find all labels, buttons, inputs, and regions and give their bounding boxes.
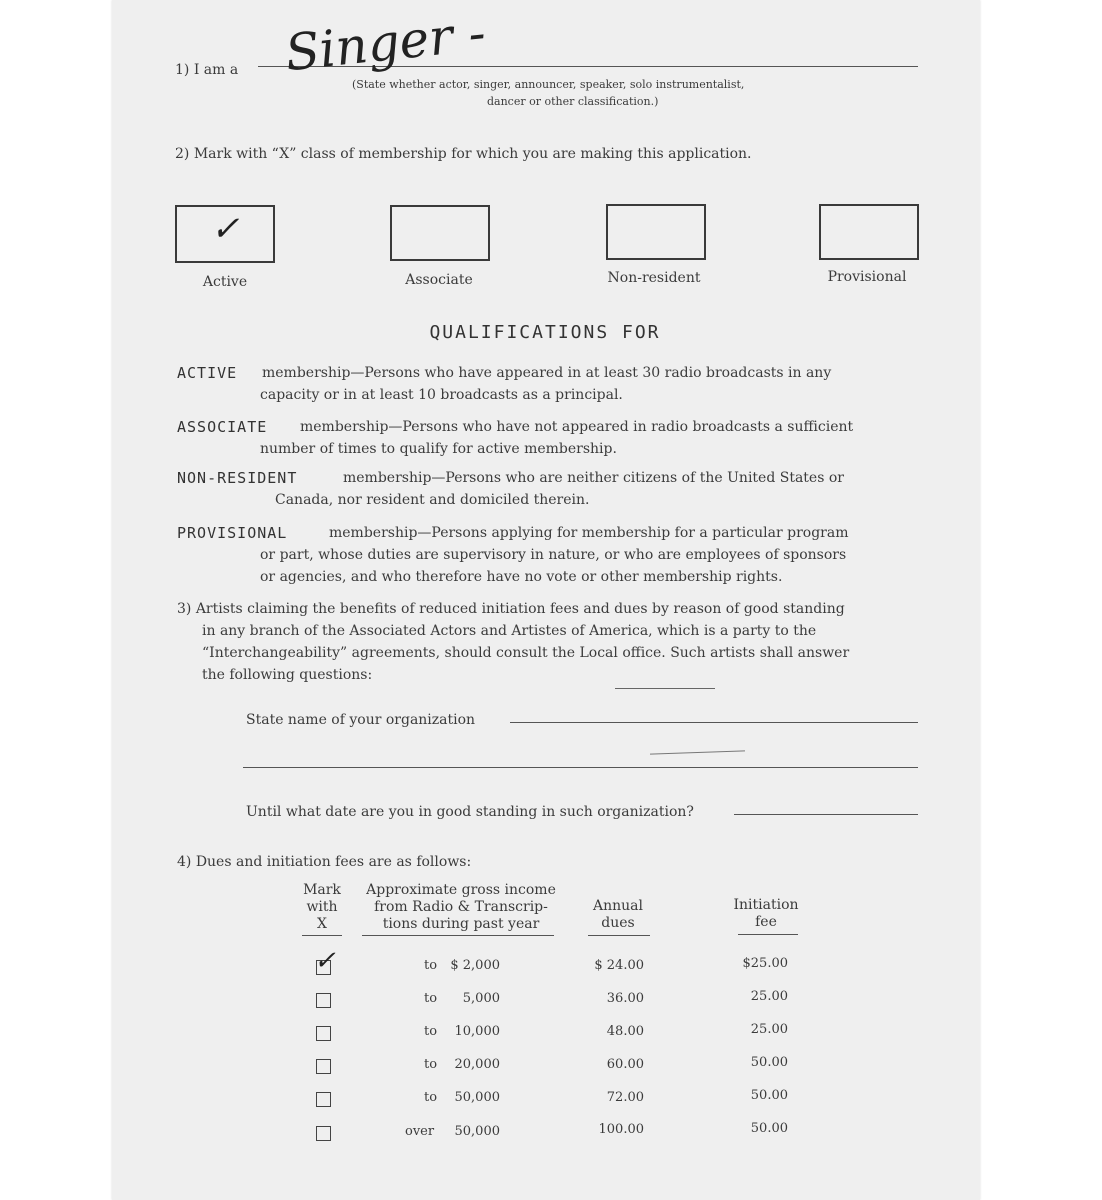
row-income: 20,000 <box>454 1057 500 1072</box>
provisional-desc-line3: or agencies, and who therefore have no vote or other membership rights. <box>260 569 783 585</box>
row-fee: 50.00 <box>750 1121 788 1136</box>
row-checkbox-10000[interactable] <box>316 1026 331 1041</box>
q3-date-line[interactable] <box>734 814 918 815</box>
col-header-income <box>354 882 568 933</box>
provisional-desc-line1: membership—Persons applying for membership for a particular program <box>329 525 849 541</box>
checkmark-icon: ✓ <box>211 209 240 249</box>
header-mark-line2: with <box>306 899 338 915</box>
non-resident-desc-line2: Canada, nor resident and domiciled therein. <box>275 492 590 508</box>
header-fee-line1: Initiation <box>733 897 799 913</box>
row-checkbox-20000[interactable] <box>316 1059 331 1074</box>
row-income: 50,000 <box>454 1090 500 1105</box>
header-dues-line2: dues <box>601 915 635 931</box>
row-prefix: to <box>424 958 438 973</box>
row-prefix: to <box>424 1057 438 1072</box>
qualifications-heading: QUALIFICATIONS FOR <box>429 322 661 343</box>
q2-label: 2) Mark with “X” class of membership for which you are making this application. <box>175 146 752 162</box>
non-resident-desc-line1: membership—Persons who are neither citizens of the United States or <box>343 470 844 486</box>
header-mark-underline <box>302 935 342 936</box>
q3-line3: “Interchangeability” agreements, should consult the Local office. Such artists shall answer <box>202 645 850 661</box>
q1-note-line2: dancer or other classification.) <box>487 95 659 108</box>
q3-org-line1[interactable] <box>510 722 918 723</box>
header-mark-line3: X <box>317 916 327 932</box>
row-fee: 25.00 <box>750 1022 788 1037</box>
row-dues: 48.00 <box>606 1024 644 1039</box>
row-prefix: to <box>424 1090 438 1105</box>
active-desc-line1: membership—Persons who have appeared in at least 30 radio broadcasts in any <box>262 365 832 381</box>
row-income: 10,000 <box>454 1024 500 1039</box>
row-checkbox-50000[interactable] <box>316 1092 331 1107</box>
row-dues: 72.00 <box>606 1090 644 1105</box>
q4-label: 4) Dues and initiation fees are as follows: <box>177 854 472 870</box>
row-fee: $25.00 <box>742 956 788 971</box>
term-active: ACTIVE <box>177 364 238 382</box>
header-fee-line2: fee <box>755 914 777 930</box>
stray-pen-mark <box>615 688 715 689</box>
checkbox-provisional[interactable] <box>819 204 919 260</box>
term-provisional: PROVISIONAL <box>177 524 288 542</box>
row-fee: 50.00 <box>750 1088 788 1103</box>
label-associate: Associate <box>405 272 473 288</box>
header-mark-line1: Mark <box>303 882 341 898</box>
q3-date-label: Until what date are you in good standing in such organization? <box>246 804 694 820</box>
associate-desc-line1: membership—Persons who have not appeared in radio broadcasts a sufficient <box>300 419 854 435</box>
q1-note-line1: (State whether actor, singer, announcer, speaker, solo instrumentalist, <box>352 78 745 91</box>
row-dues: $ 24.00 <box>594 958 644 973</box>
term-associate: ASSOCIATE <box>177 418 268 436</box>
header-income-line2: from Radio & Transcrip- <box>374 899 548 915</box>
row-income: 50,000 <box>454 1124 500 1139</box>
row-fee: 25.00 <box>750 989 788 1004</box>
row-prefix: to <box>424 991 438 1006</box>
row-prefix: over <box>405 1124 435 1139</box>
q1-handwritten-answer[interactable]: Singer - <box>282 3 489 83</box>
label-provisional: Provisional <box>827 269 907 285</box>
row-prefix: to <box>424 1024 438 1039</box>
associate-desc-line2: number of times to qualify for active membership. <box>260 441 617 457</box>
row-checkbox-over-50000[interactable] <box>316 1126 331 1141</box>
header-dues-line1: Annual <box>593 898 643 914</box>
header-dues-underline <box>588 935 650 936</box>
q3-line2: in any branch of the Associated Actors and Artistes of America, which is a party to the <box>202 623 817 639</box>
row-income: $ 2,000 <box>450 958 500 973</box>
header-income-line1: Approximate gross income <box>366 882 556 898</box>
checkmark-icon: ✓ <box>314 946 336 976</box>
row-checkbox-5000[interactable] <box>316 993 331 1008</box>
q3-org-label: State name of your organization <box>246 712 476 728</box>
label-non-resident: Non-resident <box>607 270 701 286</box>
header-income-line3: tions during past year <box>382 916 540 932</box>
q3-line4: the following questions: <box>202 667 373 683</box>
checkbox-active[interactable] <box>175 205 275 263</box>
active-desc-line2: capacity or in at least 10 broadcasts as a principal. <box>260 387 623 403</box>
checkbox-associate[interactable] <box>390 205 490 261</box>
q1-label: 1) I am a <box>175 62 239 78</box>
row-dues: 100.00 <box>598 1122 644 1137</box>
term-non-resident: NON-RESIDENT <box>177 469 298 487</box>
checkbox-non-resident[interactable] <box>606 204 706 260</box>
col-header-mark <box>296 882 348 933</box>
row-fee: 50.00 <box>750 1055 788 1070</box>
header-fee-underline <box>738 934 798 935</box>
header-income-underline <box>362 935 554 936</box>
row-dues: 36.00 <box>606 991 644 1006</box>
row-income: 5,000 <box>462 991 500 1006</box>
col-header-dues <box>578 898 658 932</box>
row-dues: 60.00 <box>606 1057 644 1072</box>
provisional-desc-line2: or part, whose duties are supervisory in nature, or who are employees of sponsors <box>260 547 847 563</box>
q3-line1: 3) Artists claiming the benefits of reduced initiation fees and dues by reason of good standing <box>177 601 845 617</box>
col-header-fee <box>722 897 810 931</box>
label-active: Active <box>202 274 248 290</box>
q3-org-line2[interactable] <box>243 767 918 768</box>
